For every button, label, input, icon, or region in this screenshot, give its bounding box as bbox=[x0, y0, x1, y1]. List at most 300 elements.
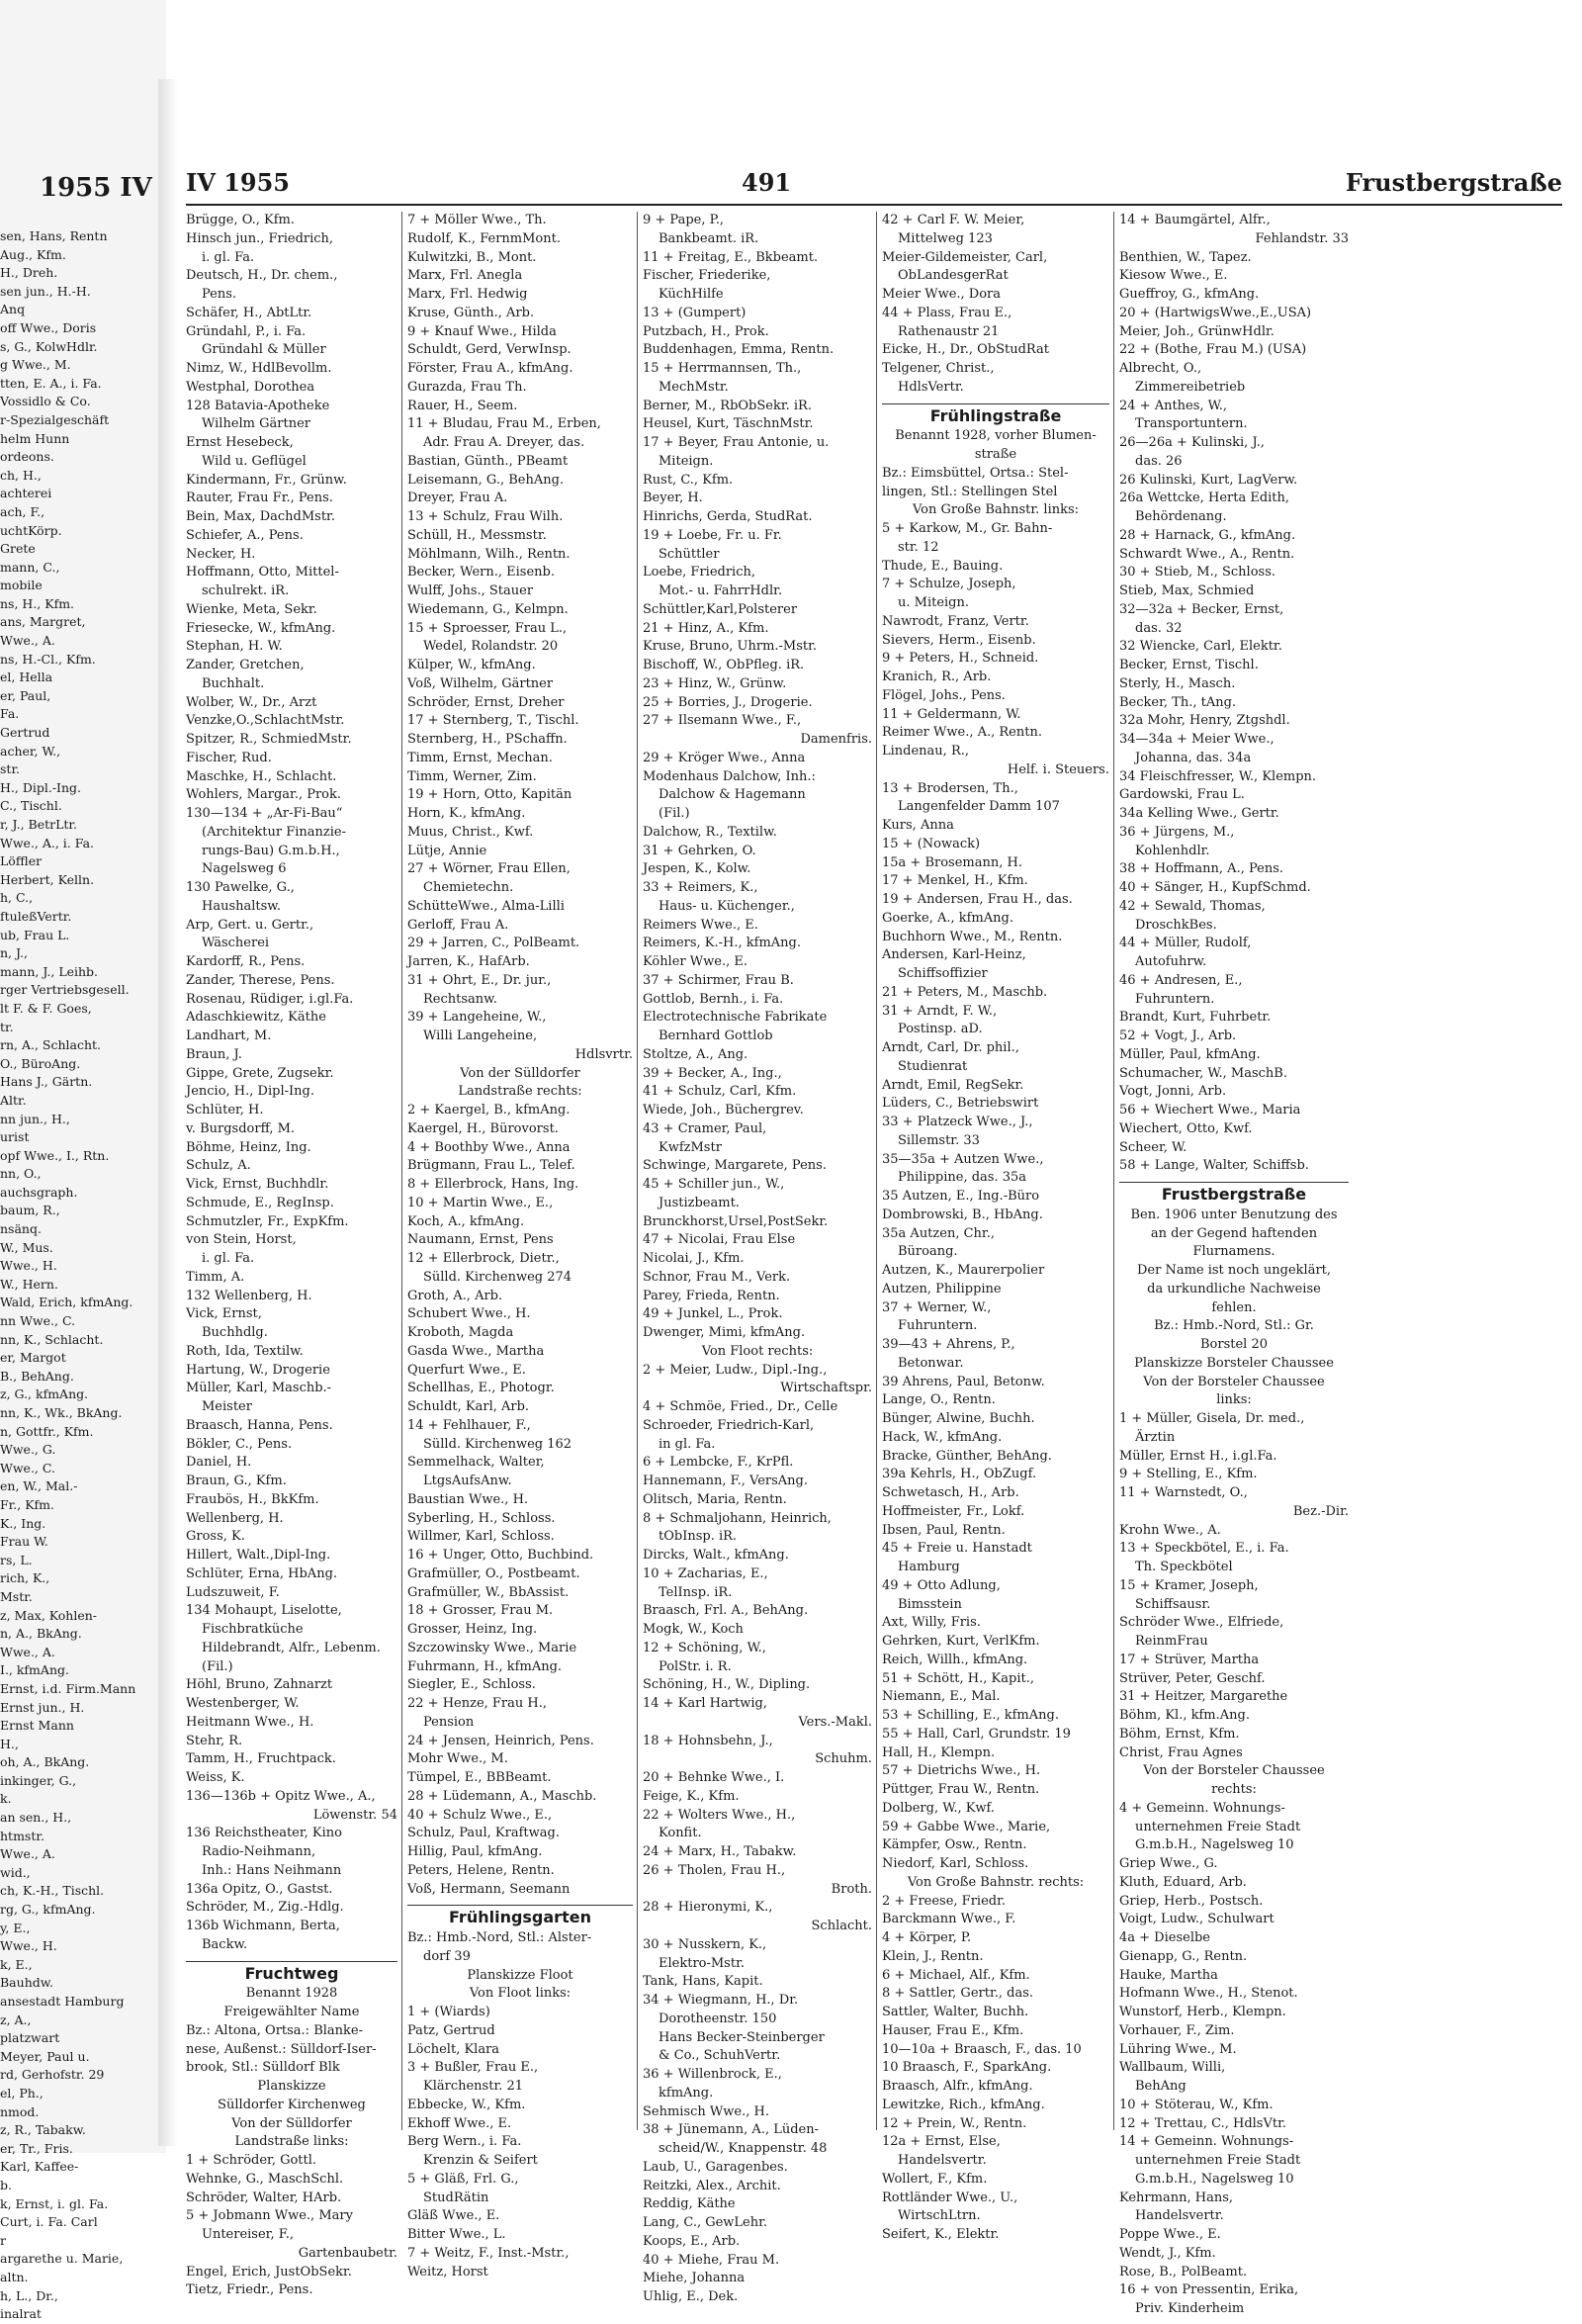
directory-entry: Hdlsvrtr. bbox=[574, 1046, 633, 1062]
directory-entry: 4 + Boothby Wwe., Anna bbox=[407, 1139, 571, 1155]
directory-entry: 15 + Kramer, Joseph, bbox=[1119, 1577, 1259, 1593]
directory-entry: Miehe, Johanna bbox=[643, 2271, 746, 2286]
directory-entry: 26a Wettcke, Herta Edith, bbox=[1119, 491, 1290, 506]
facing-page-entry: en, W., Mal.- bbox=[0, 1478, 78, 1494]
directory-entry: Andersen, Karl-Heinz, bbox=[882, 947, 1026, 963]
directory-entry: Siegler, E., Schloss. bbox=[407, 1677, 536, 1693]
directory-entry: Tamm, H., Fruchtpack. bbox=[186, 1751, 336, 1767]
directory-entry: Hans Becker-Steinberger bbox=[659, 2029, 825, 2045]
directory-entry: Lütje, Annie bbox=[407, 843, 487, 858]
directory-entry: Dombrowski, B., HbAng. bbox=[882, 1207, 1043, 1222]
facing-page-entry: rs, L. bbox=[0, 1552, 33, 1567]
facing-page-entry: H., bbox=[0, 1736, 19, 1751]
directory-entry: Landhart, M. bbox=[186, 1028, 272, 1043]
facing-page-entry: Bauhdw. bbox=[0, 1975, 53, 1991]
facing-page-entry: acher, W., bbox=[0, 743, 61, 759]
directory-entry: 10 + Stöterau, W., Kfm. bbox=[1119, 2097, 1274, 2112]
directory-entry: 12a + Ernst, Else, bbox=[882, 2134, 1001, 2150]
directory-entry: Schüttler bbox=[659, 546, 720, 562]
column-divider bbox=[637, 212, 638, 2130]
directory-entry: in gl. Fa. bbox=[659, 1436, 716, 1452]
directory-entry: Arndt, Carl, Dr. phil., bbox=[882, 1040, 1019, 1055]
directory-entry: Bankbeamt. iR. bbox=[659, 230, 759, 246]
directory-entry: 27 + Wörner, Frau Ellen, bbox=[407, 861, 571, 877]
directory-entry: Benannt 1928, vorher Blumen- bbox=[895, 428, 1097, 444]
column-divider bbox=[876, 212, 877, 2130]
directory-entry: Gueffroy, G., kfmAng. bbox=[1119, 287, 1260, 302]
directory-entry: Albrecht, O., bbox=[1119, 361, 1202, 376]
header-rule bbox=[186, 204, 1562, 206]
directory-entry: Nawrodt, Franz, Vertr. bbox=[882, 613, 1029, 629]
directory-entry: Der Name ist noch ungeklärt, bbox=[1136, 1263, 1332, 1278]
directory-entry: 7 + Möller Wwe., Th. bbox=[407, 213, 547, 227]
directory-entry: Meister bbox=[202, 1399, 252, 1414]
directory-entry: 136 Reichstheater, Kino bbox=[186, 1826, 342, 1841]
directory-entry: Schubert Wwe., H. bbox=[407, 1306, 531, 1322]
directory-entry: Bracke, Günther, BehAng. bbox=[882, 1448, 1052, 1464]
directory-entry: Klärchenstr. 21 bbox=[423, 2079, 524, 2094]
directory-entry: TelInsp. iR. bbox=[659, 1584, 733, 1600]
facing-page-entry: Wwe., C. bbox=[0, 1460, 55, 1475]
directory-entry: unternehmen Freie Stadt bbox=[1135, 2153, 1301, 2168]
directory-entry: 8 + Schmaljohann, Heinrich, bbox=[643, 1510, 832, 1526]
directory-entry: Handelsvertr. bbox=[1135, 2208, 1224, 2224]
directory-entry: 15 + Sproesser, Frau L., bbox=[407, 620, 568, 636]
directory-entry: Landstraße rechts: bbox=[458, 1084, 582, 1100]
directory-entry: Wohlers, Margar., Prok. bbox=[186, 787, 342, 803]
directory-entry: 9 + Knauf Wwe., Hilda bbox=[407, 323, 557, 339]
directory-entry: Christ, Frau Agnes bbox=[1119, 1744, 1243, 1760]
facing-page-entry: Herbert, Kelln. bbox=[0, 871, 95, 887]
directory-entry: Pension bbox=[423, 1714, 475, 1730]
directory-entry: Sülldorfer Kirchenweg bbox=[218, 2097, 366, 2112]
facing-page-entry: ach, F., bbox=[0, 503, 45, 519]
facing-page-entry: k, E., bbox=[0, 1956, 33, 1972]
directory-entry: unternehmen Freie Stadt bbox=[1135, 1819, 1301, 1834]
directory-entry: Naumann, Ernst, Pens bbox=[407, 1232, 554, 1248]
facing-page-entry: Ernst Mann bbox=[0, 1718, 74, 1734]
directory-entry: Sülld. Kirchenweg 274 bbox=[423, 1269, 572, 1285]
directory-entry: 18 + Grosser, Frau M. bbox=[407, 1603, 554, 1619]
directory-entry: 15 + (Nowack) bbox=[882, 836, 981, 851]
directory-entry: Schuldt, Gerd, VerwInsp. bbox=[407, 342, 571, 358]
directory-entry: Dalchow & Hagemann bbox=[659, 787, 806, 803]
directory-entry: 49 + Otto Adlung, bbox=[882, 1577, 1001, 1593]
directory-entry: 59 + Gabbe Wwe., Marie, bbox=[882, 1819, 1051, 1834]
directory-entry: Kroboth, Magda bbox=[407, 1325, 514, 1340]
facing-page-entry: y, E., bbox=[0, 1920, 31, 1935]
column-divider bbox=[1113, 212, 1114, 2130]
directory-entry: Westphal, Dorothea bbox=[186, 379, 315, 395]
directory-entry: 130 Pawelke, G., bbox=[186, 880, 295, 895]
directory-entry: 32—32a + Becker, Ernst, bbox=[1119, 601, 1284, 617]
facing-page-entry: htmstr. bbox=[0, 1828, 44, 1843]
directory-entry: Sterly, H., Masch. bbox=[1119, 675, 1236, 691]
directory-entry: Dircks, Walt., kfmAng. bbox=[643, 1548, 789, 1563]
directory-entry: Weitz, Horst bbox=[407, 2264, 488, 2279]
directory-entry: Buddenhagen, Emma, Rentn. bbox=[643, 342, 835, 358]
directory-entry: Mohr Wwe., M. bbox=[407, 1751, 508, 1767]
facing-page-header: 1955 IV bbox=[40, 173, 152, 203]
directory-entry: Bz.: Altona, Ortsa.: Blanke- bbox=[186, 2022, 363, 2038]
directory-entry: Seifert, K., Elektr. bbox=[882, 2227, 1000, 2242]
directory-entry: 45 + Freie u. Hanstadt bbox=[882, 1541, 1032, 1557]
directory-entry: Patz, Gertrud bbox=[407, 2022, 495, 2038]
directory-entry: Horn, K., kfmAng. bbox=[407, 806, 526, 821]
directory-entry: Reimers, K.-H., kfmAng. bbox=[643, 936, 802, 951]
directory-entry: Planskizze Floot bbox=[467, 1967, 573, 1983]
facing-page bbox=[0, 0, 166, 2322]
directory-entry: 13 + Brodersen, Th., bbox=[882, 780, 1018, 796]
directory-entry: Jencio, H., Dipl-Ing. bbox=[186, 1084, 314, 1100]
directory-entry: Priv. Kinderheim bbox=[1135, 2301, 1245, 2316]
directory-entry: fehlen. bbox=[1211, 1299, 1257, 1315]
directory-entry: Heitmann Wwe., H. bbox=[186, 1714, 314, 1730]
facing-page-entry: opf Wwe., I., Rtn. bbox=[0, 1147, 110, 1163]
directory-entry: Bastian, Günth., PBeamt bbox=[407, 453, 569, 469]
facing-page-entry: Meyer, Paul u. bbox=[0, 2048, 90, 2064]
directory-entry: rechts: bbox=[1211, 1782, 1257, 1797]
directory-entry: Von Große Bahnstr. rechts: bbox=[907, 1874, 1085, 1890]
directory-entry: Külper, W., kfmAng. bbox=[407, 658, 536, 672]
facing-page-entry: urist bbox=[0, 1129, 30, 1145]
directory-entry: Schmude, E., RegInsp. bbox=[186, 1195, 334, 1210]
facing-page-entry: r bbox=[0, 2232, 6, 2248]
facing-page-entry: Altr. bbox=[0, 1092, 27, 1108]
directory-entry: 39 + Langeheine, W., bbox=[407, 1010, 547, 1026]
directory-entry: Hannemann, F., VersAng. bbox=[643, 1474, 808, 1488]
facing-page-entry: H., Dipl.-Ing. bbox=[0, 779, 82, 795]
directory-entry: Püttger, Frau W., Rentn. bbox=[882, 1782, 1040, 1797]
directory-entry: Becker, Ernst, Tischl. bbox=[1119, 658, 1259, 672]
directory-entry: Fraubös, H., BkKfm. bbox=[186, 1491, 319, 1507]
directory-entry: Schlüter, Erna, HbAng. bbox=[186, 1565, 338, 1581]
directory-entry: Autofuhrw. bbox=[1135, 954, 1207, 969]
directory-entry: 2 + Freese, Friedr. bbox=[882, 1893, 1007, 1909]
directory-entry: Bökler, C., Pens. bbox=[186, 1436, 293, 1452]
directory-entry: Uhlig, E., Dek. bbox=[643, 2289, 739, 2304]
directory-entry: Krenzin & Seifert bbox=[423, 2153, 538, 2168]
directory-entry: Vorhauer, F., Zim. bbox=[1119, 2022, 1235, 2038]
directory-entry: 134 Mohaupt, Liselotte, bbox=[186, 1603, 342, 1619]
directory-entry: Rauer, H., Seem. bbox=[407, 398, 518, 413]
directory-entry: Koch, A., kfmAng. bbox=[407, 1213, 525, 1229]
directory-entry: 13 + Schulz, Frau Wilh. bbox=[407, 509, 564, 524]
facing-page-entry: str. bbox=[0, 761, 21, 777]
directory-entry: Wiedemann, G., Kelmpn. bbox=[407, 601, 569, 617]
directory-entry: Nicolai, J., Kfm. bbox=[643, 1251, 745, 1266]
directory-entry: Brügmann, Frau L., Telef. bbox=[407, 1158, 575, 1174]
directory-entry: Wilhelm Gärtner bbox=[202, 416, 310, 432]
directory-entry: 8 + Sattler, Gertr., das. bbox=[882, 1986, 1034, 2002]
directory-entry: Wollert, F., Kfm. bbox=[882, 2171, 988, 2187]
directory-entry: Kruse, Günth., Arb. bbox=[407, 305, 535, 320]
directory-entry: Lühring Wwe., M. bbox=[1119, 2041, 1237, 2057]
directory-entry: Sternberg, H., PSchaffn. bbox=[407, 732, 568, 747]
directory-entry: Gasda Wwe., Martha bbox=[407, 1343, 545, 1359]
directory-entry: Grafmüller, O., Postbeamt. bbox=[407, 1565, 580, 1581]
directory-entry: Rottländer Wwe., U., bbox=[882, 2190, 1018, 2205]
directory-entry: Krohn Wwe., A. bbox=[1119, 1522, 1221, 1538]
directory-entry: 5 + Gläß, Frl. G., bbox=[407, 2171, 519, 2187]
directory-entry: 10—10a + Braasch, F., das. 10 bbox=[882, 2041, 1082, 2057]
directory-entry: Vick, Ernst, bbox=[186, 1306, 262, 1322]
directory-entry: 53 + Schilling, E., kfmAng. bbox=[882, 1708, 1059, 1723]
directory-entry: G.m.b.H., Nagelsweg 10 bbox=[1135, 2171, 1294, 2187]
facing-page-entry: nn, O., bbox=[0, 1166, 42, 1182]
directory-entry: 5 + Karkow, M., Gr. Bahn- bbox=[882, 521, 1053, 536]
directory-entry: Sillemstr. 33 bbox=[898, 1132, 980, 1148]
directory-entry: 57 + Dietrichs Wwe., H. bbox=[882, 1763, 1041, 1779]
directory-entry: Broth. bbox=[831, 1881, 872, 1897]
directory-entry: Böhme, Heinz, Ing. bbox=[186, 1139, 311, 1155]
facing-page-entry: rd, Gerhofstr. 29 bbox=[0, 2067, 105, 2083]
directory-entry: Schuldt, Karl, Arb. bbox=[407, 1399, 530, 1414]
directory-entry: 37 + Werner, W., bbox=[882, 1299, 992, 1315]
directory-entry: Zander, Gretchen, bbox=[186, 658, 305, 672]
directory-entry: 38 + Hoffmann, A., Pens. bbox=[1119, 861, 1284, 877]
directory-entry: schulrekt. iR. bbox=[202, 583, 290, 598]
directory-entry: Tank, Hans, Kapit. bbox=[643, 1974, 763, 1990]
directory-entry: Gienapp, G., Rentn. bbox=[1119, 1948, 1248, 1964]
directory-entry: Miteign. bbox=[659, 453, 714, 469]
directory-entry: Gründahl, P., i. Fa. bbox=[186, 323, 307, 339]
directory-entry: 35a Autzen, Chr., bbox=[882, 1225, 995, 1241]
directory-entry: 39 + Becker, A., Ing., bbox=[643, 1065, 782, 1081]
facing-page-entry: W., Mus. bbox=[0, 1239, 53, 1255]
directory-entry: Arp, Gert. u. Gertr., bbox=[186, 917, 314, 933]
directory-entry: Schlüter, H. bbox=[186, 1103, 264, 1117]
facing-page-entry: W., Hern. bbox=[0, 1276, 58, 1292]
directory-entry: Damenfris. bbox=[800, 732, 872, 747]
directory-entry: HdlsVertr. bbox=[898, 379, 964, 395]
directory-entry: v. Burgsdorff, M. bbox=[186, 1120, 296, 1136]
facing-page-entry: Wwe., G. bbox=[0, 1442, 56, 1458]
facing-page-entry: Hans J., Gärtn. bbox=[0, 1074, 93, 1090]
directory-entry: Buchhalt. bbox=[202, 675, 265, 691]
directory-entry: Wäscherei bbox=[202, 936, 270, 951]
facing-page-entry: Wwe., A. bbox=[0, 1644, 55, 1659]
facing-page-entry: tr. bbox=[0, 1019, 14, 1034]
facing-page-entry: z, G., kfmAng. bbox=[0, 1386, 89, 1402]
directory-entry: 32 Wiencke, Carl, Elektr. bbox=[1119, 639, 1282, 655]
directory-entry: 22 + (Bothe, Frau M.) (USA) bbox=[1119, 342, 1307, 358]
directory-entry: Koops, E., Arb. bbox=[643, 2233, 741, 2249]
facing-page-entry: Aug., Kfm. bbox=[0, 246, 66, 262]
book-gutter bbox=[158, 79, 178, 2146]
street-heading: Frühlingsgarten bbox=[407, 1905, 633, 1927]
facing-page-entries bbox=[0, 227, 158, 2324]
directory-entry: 9 + Peters, H., Schneid. bbox=[882, 651, 1039, 667]
directory-entry: 45 + Schiller jun., W., bbox=[643, 1177, 785, 1192]
facing-page-entry: Mstr. bbox=[0, 1588, 33, 1604]
facing-page-entry: ub, Frau L. bbox=[0, 927, 70, 942]
directory-entry: & Co., SchuhVertr. bbox=[659, 2048, 781, 2064]
directory-entry: Böhm, Kl., kfm.Ang. bbox=[1119, 1708, 1250, 1723]
directory-entry: Hauser, Frau E., Kfm. bbox=[882, 2022, 1024, 2038]
directory-entry: Schiefer, A., Pens. bbox=[186, 527, 304, 543]
directory-entry: WirtschLtrn. bbox=[898, 2208, 981, 2224]
directory-entry: Putzbach, H., Prok. bbox=[643, 323, 769, 339]
directory-entry: Weiss, K. bbox=[186, 1770, 245, 1785]
directory-entry: Timm, Ernst, Mechan. bbox=[407, 750, 553, 765]
directory-entry: Kiesow Wwe., E. bbox=[1119, 268, 1228, 284]
directory-entry: 13 + (Gumpert) bbox=[643, 305, 747, 320]
directory-entry: Langenfelder Damm 107 bbox=[898, 799, 1060, 815]
directory-entry: 28 + Harnack, G., kfmAng. bbox=[1119, 527, 1296, 543]
directory-entry: Arndt, Emil, RegSekr. bbox=[882, 1077, 1024, 1093]
directory-entry: Kehrmann, Hans, bbox=[1119, 2190, 1233, 2205]
directory-entry: 17 + Beyer, Frau Antonie, u. bbox=[643, 435, 830, 450]
directory-entry: Kranich, R., Arb. bbox=[882, 670, 992, 684]
facing-page-entry: H., Dreh. bbox=[0, 265, 58, 281]
directory-entry: Fuhruntern. bbox=[898, 1318, 978, 1334]
directory-entry: 51 + Schött, H., Kapit., bbox=[882, 1670, 1034, 1686]
directory-entry: 31 + Ohrt, E., Dr. jur., bbox=[407, 972, 552, 988]
directory-entry: Kruse, Bruno, Uhrm.-Mstr. bbox=[643, 639, 818, 655]
directory-entry: 35—35a + Autzen Wwe., bbox=[882, 1151, 1044, 1167]
directory-entry: Löwenstr. 54 bbox=[312, 1807, 397, 1823]
directory-entry: 40 + Miehe, Frau M. bbox=[643, 2252, 780, 2268]
street-heading: Frustbergstraße bbox=[1119, 1182, 1349, 1205]
directory-entry: Förster, Frau A., kfmAng. bbox=[407, 361, 573, 376]
directory-entry: Inh.: Hans Neihmann bbox=[202, 1862, 342, 1878]
directory-entry: 3 + Bußler, Frau E., bbox=[407, 2060, 539, 2076]
directory-entry: Ebbecke, W., Kfm. bbox=[407, 2097, 526, 2112]
directory-entry: Adr. Frau A. Dreyer, das. bbox=[423, 435, 585, 450]
directory-entry: Lüders, C., Betriebswirt bbox=[882, 1096, 1039, 1112]
facing-page-entry: mann, C., bbox=[0, 559, 60, 575]
directory-entry: (Fil.) bbox=[659, 806, 690, 821]
directory-entry: 42 + Sewald, Thomas, bbox=[1119, 898, 1266, 914]
directory-entry: Roth, Ida, Textilw. bbox=[186, 1343, 304, 1359]
directory-entry: 12 + Schöning, W., bbox=[643, 1640, 766, 1655]
page-header bbox=[178, 168, 1562, 200]
facing-page-entry: inkinger, G., bbox=[0, 1772, 77, 1788]
directory-entry: Schiffsoffizier bbox=[898, 966, 988, 981]
directory-entry: Rose, B., PolBeamt. bbox=[1119, 2264, 1248, 2279]
directory-entry: 34 + Wiegmann, H., Dr. bbox=[643, 1993, 799, 2008]
directory-entry: 14 + Karl Hartwig, bbox=[643, 1696, 767, 1711]
facing-page-entry: I., kfmAng. bbox=[0, 1662, 69, 1678]
directory-entry: 52 + Vogt, J., Arb. bbox=[1119, 1028, 1237, 1043]
facing-page-entry: n, A., BkAng. bbox=[0, 1626, 82, 1642]
directory-entry: Gottlob, Bernh., i. Fa. bbox=[643, 991, 784, 1007]
directory-entry: Wirtschaftspr. bbox=[780, 1381, 872, 1396]
facing-page-entry: Wwe., A. bbox=[0, 633, 55, 649]
facing-page-entry: z, R., Tabakw. bbox=[0, 2122, 86, 2138]
directory-entry: Fuhrmann, H., kfmAng. bbox=[407, 1658, 563, 1674]
directory-entry: 22 + Henze, Frau H., bbox=[407, 1696, 548, 1711]
facing-page-entry: Fr., Kfm. bbox=[0, 1496, 54, 1512]
directory-entry: Von Floot links: bbox=[469, 1986, 571, 2002]
directory-entry: 56 + Wiechert Wwe., Maria bbox=[1119, 1103, 1301, 1117]
directory-entry: Lange, O., Rentn. bbox=[882, 1392, 996, 1408]
directory-entry: Griep Wwe., G. bbox=[1119, 1856, 1218, 1871]
column-1 bbox=[186, 212, 397, 2298]
facing-page-entry: tten, E. A., i. Fa. bbox=[0, 375, 102, 391]
directory-entry: 6 + Lembcke, F., KrPfl. bbox=[643, 1455, 794, 1471]
directory-entry: Schwinge, Margarete, Pens. bbox=[643, 1158, 827, 1174]
directory-entry: Hinrichs, Gerda, StudRat. bbox=[643, 509, 813, 524]
directory-entry: 12 + Trettau, C., HdlsVtr. bbox=[1119, 2115, 1287, 2131]
directory-entry: 26 + Tholen, Frau H., bbox=[643, 1862, 786, 1878]
directory-entry: Deutsch, H., Dr. chem., bbox=[186, 268, 338, 284]
directory-entry: 19 + Loebe, Fr. u. Fr. bbox=[643, 527, 782, 543]
directory-entry: Feige, K., Kfm. bbox=[643, 1788, 740, 1804]
directory-entry: Sehmisch Wwe., H. bbox=[643, 2103, 769, 2119]
facing-page-entry: z, Max, Kohlen- bbox=[0, 1607, 98, 1623]
directory-entry: 9 + Stelling, E., Kfm. bbox=[1119, 1467, 1258, 1482]
directory-entry: Müller, Paul, kfmAng. bbox=[1119, 1046, 1261, 1062]
directory-entry: Leisemann, G., BehAng. bbox=[407, 472, 565, 488]
directory-entry: Hillig, Paul, kfmAng. bbox=[407, 1844, 543, 1859]
facing-page-entry: el, Hella bbox=[0, 670, 53, 685]
directory-entry: Baustian Wwe., H. bbox=[407, 1491, 529, 1507]
facing-page-entry: er, Paul, bbox=[0, 687, 51, 703]
directory-entry: Nimz, W., HdlBevollm. bbox=[186, 361, 332, 376]
directory-entry: 42 + Carl F. W. Meier, bbox=[882, 213, 1025, 227]
directory-entry: Hoffmann, Otto, Mittel- bbox=[186, 565, 339, 581]
directory-entry: 14 + Baumgärtel, Alfr., bbox=[1119, 213, 1271, 227]
facing-page-entry: h, L., Dr., bbox=[0, 2287, 58, 2303]
directory-entry: Bitter Wwe., L. bbox=[407, 2227, 506, 2242]
directory-entry: 4a + Dieselbe bbox=[1119, 1930, 1210, 1945]
directory-entry: Dalchow, R., Textilw. bbox=[643, 824, 777, 840]
directory-entry: 13 + Speckbötel, E., i. Fa. bbox=[1119, 1541, 1289, 1557]
facing-page-entry: Fa. bbox=[0, 706, 20, 722]
directory-entry: Von Große Bahnstr. links: bbox=[912, 502, 1080, 518]
directory-entry: 11 + Geldermann, W. bbox=[882, 706, 1021, 722]
directory-entry: Autzen, Philippine bbox=[882, 1281, 1002, 1296]
facing-page-entry: C., Tischl. bbox=[0, 798, 62, 814]
facing-page-entry: Curt, i. Fa. Carl bbox=[0, 2214, 98, 2230]
directory-entry: Rust, C., Kfm. bbox=[643, 472, 734, 488]
directory-entry: Haus- u. Küchenger., bbox=[659, 898, 795, 914]
directory-entry: Flurnamens. bbox=[1192, 1244, 1275, 1260]
directory-entry: 58 + Lange, Walter, Schiffsb. bbox=[1119, 1158, 1309, 1174]
directory-entry: Benannt 1928 bbox=[245, 1986, 338, 2002]
directory-entry: Hofmann Wwe., H., Stenot. bbox=[1119, 1986, 1298, 2002]
facing-page-entry: s, G., KolwHdlr. bbox=[0, 338, 98, 354]
directory-entry: Wulff, Johs., Stauer bbox=[407, 583, 534, 598]
facing-page-entry: n, J., bbox=[0, 945, 28, 961]
column-3 bbox=[643, 212, 872, 2304]
directory-entry: Griep, Herb., Postsch. bbox=[1119, 1893, 1264, 1909]
directory-entry: Fischbratküche bbox=[202, 1622, 304, 1637]
directory-entry: 30 + Stieb, M., Schloss. bbox=[1119, 565, 1275, 581]
directory-entry: Rudolf, K., FernmMont. bbox=[407, 230, 561, 246]
directory-entry: Schröder, Ernst, Dreher bbox=[407, 694, 565, 710]
directory-entry: Wiede, Joh., Büchergrev. bbox=[643, 1103, 804, 1117]
directory-entry: Muus, Christ., Kwf. bbox=[407, 824, 534, 840]
directory-entry: 16 + Unger, Otto, Buchbind. bbox=[407, 1548, 594, 1563]
directory-entry: 2 + Meier, Ludw., Dipl.-Ing., bbox=[643, 1362, 828, 1378]
directory-entry: Radio-Neihmann, bbox=[202, 1844, 316, 1859]
directory-entry: Ernst Hesebeck, bbox=[186, 435, 294, 450]
directory-entry: 1 + Schröder, Gottl. bbox=[186, 2153, 317, 2168]
directory-entry: 26—26a + Kulinski, J., bbox=[1119, 435, 1265, 450]
facing-page-entry: wid., bbox=[0, 1864, 31, 1880]
directory-entry: Willmer, Karl, Schloss. bbox=[407, 1529, 555, 1545]
directory-entry: Grosser, Heinz, Ing. bbox=[407, 1622, 538, 1637]
directory-entry: 22 + Wolters Wwe., H., bbox=[643, 1807, 796, 1823]
directory-entry: Dreyer, Frau A. bbox=[407, 491, 508, 506]
facing-page-entry: Ernst, i.d. Firm.Mann bbox=[0, 1680, 136, 1696]
facing-page-entry: rich, K., bbox=[0, 1570, 50, 1586]
directory-entry: 5 + Jobmann Wwe., Mary bbox=[186, 2208, 353, 2224]
street-heading: Frühlingstraße bbox=[882, 403, 1109, 426]
